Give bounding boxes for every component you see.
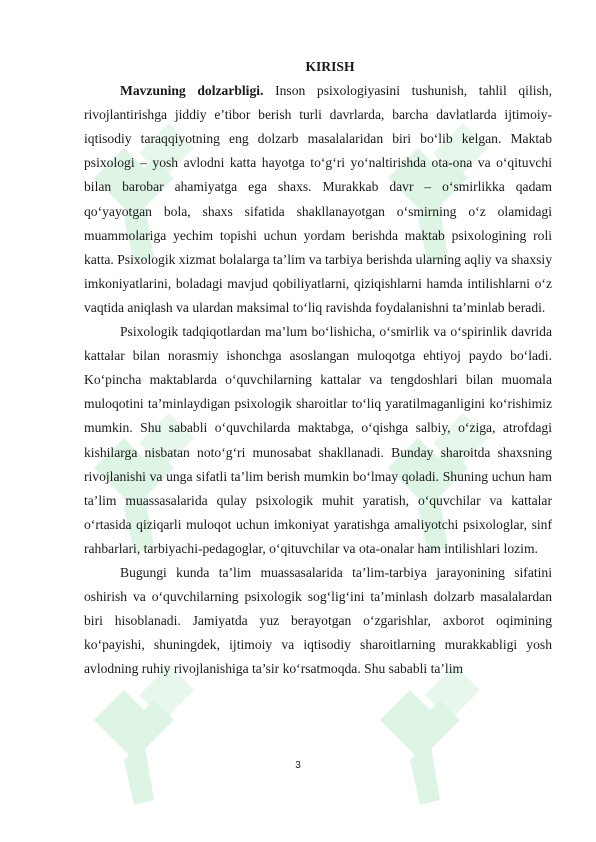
watermark-logo-icon xyxy=(370,660,490,810)
document-body xyxy=(84,54,552,681)
paragraph-lead-bold: Mavzuning dolzarbligi. xyxy=(120,83,264,99)
paragraph-relevance xyxy=(84,79,552,320)
watermark-logo-icon xyxy=(84,660,204,810)
section-heading: KIRISH xyxy=(305,59,355,74)
paragraph-text: Inson psixologiyasini tushunish, tahlil qilish, rivojlantirishga jiddiy e’tibor berish turli davrlarda, barcha davlatlarda ijtimoiy-iqtisodiy taraqqiyotning eng dolzarb masalalaridan biri bo‘lib kelgan. Maktab psixologi – yosh avlodni katta hayotga to‘g‘ri yo‘naltirishda ota-ona va o‘qituvchi bilan barobar ahamiyatga ega shaxs. Murakkab davr – o‘smirlikka qadam qo‘yayotgan bola, shaxs sifatida shakllanayotgan o‘smirning o‘z olamidagi muammolariga yechim topishi uchun yordam berishda maktab psixologining roli katta. Psixologik xizmat bolalarga ta’lim va tarbiya berishda ularning aqliy va shaxsiy imkoniyatlarini, boladagi mavjud qobiliyatlarni, qiziqishlarni hamda intilishlarni o‘z vaqtida aniqlash va ulardan maksimal to‘liq ravishda foydalanishni ta’minlab beradi. xyxy=(84,83,552,315)
paragraph-text: Bugungi kunda ta’lim muassasalarida ta’lim-tarbiya jarayonining sifatini oshirish va o‘quvchilarning psixologik sog‘lig‘ini ta’minlash dolzarb masalalardan biri hisoblanadi. Jamiyatda yuz berayotgan o‘zgarishlar, axborot oqimining ko‘payishi, shuningdek, ijtimoiy va iqtisodiy sharoitlarning murakkabligi yosh avlodning ruhiy rivojlanishiga ta’sir ko‘rsatmoqda. Shu sababli ta’lim xyxy=(84,564,552,677)
paragraph-today xyxy=(84,561,552,681)
paragraph-research xyxy=(84,320,552,561)
page-number: 3 xyxy=(295,760,301,771)
paragraph-text: Psixologik tadqiqotlardan ma’lum bo‘lishicha, o‘smirlik va o‘spirinlik davrida kattalar bilan norasmiy ishonchga asoslangan muloqotga ehtiyoj paydo bo‘ladi. Ko‘pincha maktablarda o‘quvchilarning kattalar va tengdoshlari bilan muomala muloqotini ta’minlaydigan psixologik sharoitlar to‘liq yaratilmaganligini ko‘rishimiz mumkin. Shu sababli o‘quvchilarda maktabga, o‘qishga salbiy, o‘ziga, atrofdagi kishilarga nisbatan noto‘g‘ri munosabat shakllanadi. Bunday sharoitda shaxsning rivojlanishi va unga sifatli ta’lim berish mumkin bo‘lmay qoladi. Shuning uchun ham ta’lim muassasalarida qulay psixologik muhit yaratish, o‘quvchilar va kattalar o‘rtasida qiziqarli muloqot uchun imkoniyat yaratishga amaliyotchi psixologlar, sinf rahbarlari, tarbiyachi-pedagoglar, o‘qituvchilar va ota-onalar ham intilishlari lozim. xyxy=(84,324,552,556)
